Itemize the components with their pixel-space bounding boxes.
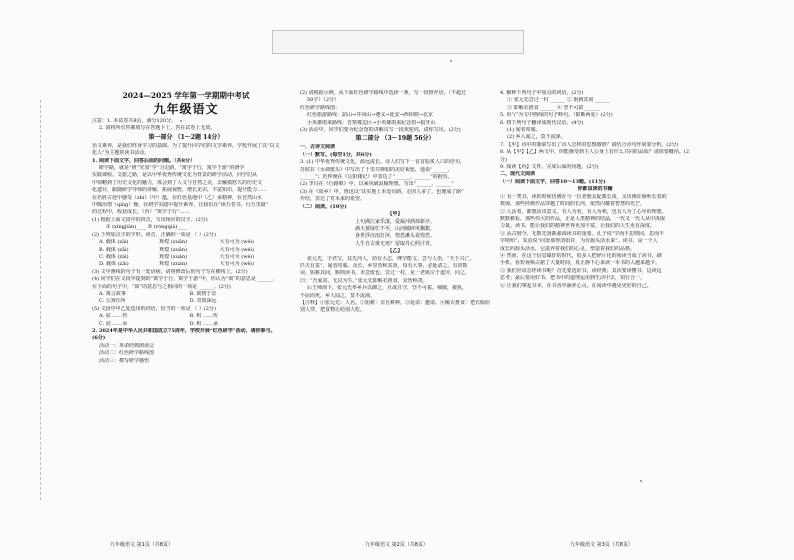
article-line: ③ 从古到今，无数先贤都强调读书的重要。孔子说“学而不思则罔，思而不: [500, 230, 665, 237]
subsection-heading: （二）阅读。(10分): [300, 203, 347, 210]
route-item: 小英雄雨来路线：晋察冀边区→小英雄雨来纪念馆→狼牙山: [307, 119, 436, 126]
option-text: 辉煌 (xuān): [159, 239, 188, 246]
text-label: 【甲】: [387, 211, 403, 218]
article-line: ② 人活着，都想活出意义，有人为名，有人为利，也有人为了心中的理想，: [500, 208, 667, 215]
prose-line: 后王师南下，张元先率乡兵以御之，且战且守，坚不可拔。城破，被执，: [307, 285, 468, 292]
option-text: B. 载体 (zǎi): [99, 246, 129, 253]
subsection-heading: （一）默写。(每空1分，共6分): [300, 151, 372, 158]
exam-note: 注意：1. 本试卷共8页，满分120分。: [92, 118, 177, 124]
activity-item: 活动一：革命经典朗读会: [99, 342, 155, 349]
prose-line: 张元先，字君宝，其先河人，幼有大志，博学能文。尝与人语，“天下兴亡，: [307, 255, 475, 262]
question-line: (3) 在《故乡》中，鲁迅以“其实地上本没有路，走的人多了，也便成了路”: [300, 188, 464, 195]
question-line: 5. 用“/”为文中画线的句子断句。（限断两处）(2分): [500, 112, 613, 119]
option-text: 大有可为 (wéi): [219, 246, 254, 253]
prose-line: 曰：“吾家贫，无以为生。”张元先即解衣推食，众皆称善。: [300, 277, 428, 284]
option-row: [92, 239, 280, 246]
option-text: 辉煌 (xuān): [159, 246, 188, 253]
question-line: (2) 李白在《行路难》中，以乘风破浪喻理想，写出“______，______”: [300, 181, 454, 188]
option-text: B. 寓情于景: [189, 290, 217, 297]
option-text: A. 底 ……传: [99, 313, 128, 320]
option-text: D. 积 ……承: [189, 320, 219, 327]
subsection-heading: （一）阅读下面文字，回答10～13题。(11分): [500, 178, 606, 185]
part-heading: 第一部分 （1～2题 14分）: [148, 133, 224, 141]
sub-question: (1) 根据上面文段中的拼音，写出相应的汉字。(2分): [92, 216, 208, 223]
option-text: D. 寄寓深远: [189, 298, 217, 305]
question-heading: 1. 阅读下面文字，回答后面的问题。（共8分）: [92, 157, 195, 164]
sub-question: (5) 文段中甲乙处选用的词语，恰当的一项是 （ ）(2分): [92, 305, 216, 312]
poem-line: 满天黄绿忙不至，山河破碎风飘絮，: [354, 225, 435, 232]
option-text: C. 公寓住所: [99, 298, 126, 305]
sub-question: (4) 同学们在文段中提到的“寓学于行，寓学于游”中，你认为“寓”的意思是 ______，: [92, 276, 278, 283]
prose-line: 匹夫有责”，闻者叹服。及长，乡里皆称其贤，每有大事，必延请之。有田数: [300, 262, 468, 269]
sub-question: (2) 请根据示例，从下面红色研学路线中选择一条，写一段推荐语。（不超过: [300, 90, 467, 96]
article-line: 力量。读书，能让我们的精神世界更加丰富，让我们的人生更有深度。: [500, 223, 656, 230]
passage-line: 中陶冶情（qíng）操，在研学实践中提升素养，让我们在“读万卷书，行万里路”: [92, 202, 269, 209]
question-line: (2) 乡人闻之，莫不流涕。: [507, 134, 566, 141]
passage-line: 中领略到了历史文化的魅力，体会到了人文与自然之美，去触摸悠久的历史文: [92, 179, 263, 186]
question-line: 9. 阅读【丙】文件，完成后面的问题。(2分): [500, 164, 599, 171]
question-line: 作结，表达了对未来的希望。: [300, 196, 366, 203]
article-line: 思考；最后要用好书，把书中的道理运用到生活中去，知行合一。: [500, 275, 646, 282]
option-row: [92, 298, 280, 305]
option-text: A. 载体 (zài): [99, 239, 129, 246]
poem-line: 上句满江家乐落，爱凝冲酒抹新亭。: [354, 218, 435, 225]
activity-intro: 语文素养，是我们终身学习的基础。为了提升同学们的文学素养，学校开展了以“以文化人”为主题的读书活动。: [92, 142, 280, 157]
option-row: [92, 261, 280, 268]
question-line: 8. 从【甲】【乙】两文中，你能感受到主人公身上有什么共同的品质？请简要概括。(2分): [500, 149, 689, 163]
poem-line: 身世浮沉雨打萍，惶恐滩头说惶恐。: [354, 233, 435, 240]
column-page-2: [300, 90, 490, 545]
question-heading: 2. 2024年是中华人民共和国成立75周年，学校开展“红色研学”活动，请你参与。(6分): [92, 327, 276, 342]
option-text: A. 寓言故事: [99, 290, 126, 297]
column-page-3: [500, 90, 690, 545]
article-line: ④ 然而，在这个信息爆炸的时代，很多人把碎片化的阅读当成了读书，刷: [500, 252, 662, 259]
section-heading: 二、现代文阅读: [500, 171, 536, 178]
option-text: 大有可为 (wèi): [219, 261, 254, 268]
article-line: 手机、看短视频占据了大量时间，真正静下心来读一本书的人越来越少。: [500, 260, 661, 267]
activity-item: 活动三：撰写研学感悟: [99, 357, 150, 364]
prose-line: 亩，躬耕其间，暇则读书，未尝废也。尝过一村，见一老妪泣于道旁，问之，: [300, 270, 471, 277]
column-page-1: [92, 90, 280, 545]
question-line: 4. 解释下列句子中加点的词语。(2分): [500, 90, 584, 96]
annotation-notes: 【注释】①张元先：人名。②躬耕：亲自耕种。③延请：邀请。④解衣推食：把衣服给别人穿，把食物让给别人吃。: [300, 299, 490, 314]
passage-line: 的过程中，收获成长。（丙）“寓学于行”……: [92, 209, 190, 216]
scan-speck: [450, 60, 452, 62]
answer-blanks: ③ 即解衣推食 ______ ④ 坚不可拔 ______: [507, 104, 600, 111]
sub-question: 50字）（2分）: [307, 97, 340, 104]
answer-blanks: ① (xíngjiàn)____ ② (róngqià)____: [106, 224, 188, 231]
question-line: 6. 将下列句子翻译成现代汉语。(4分): [500, 119, 584, 126]
option-text: 辉煌 (xuán): [159, 253, 188, 260]
route-item: 红色旅游路线：韶山→井冈山→遵义→延安→西柏坡→北京: [307, 112, 433, 119]
sub-question: 在下面的句子中，“寓”的意思与之相同的一项是 ______。(2分): [92, 283, 231, 290]
article-line: ⑥ 让我们拿起书本，在书香中涵养心灵，在阅读中遇见更好的自己。: [500, 282, 652, 289]
passage-line: 研学路，就是“研”究加“学”习走路，“寓学于行，寓学于游”的研学: [99, 165, 245, 172]
article-line: 学则殆”，朱熹说“问渠那得清如许，为有源头活水来”。读书，是一个人: [500, 238, 658, 245]
option-row: [92, 321, 280, 328]
article-line: 成长的源头活水，它滋养着我们的心灵，塑造着我们的品格。: [500, 245, 636, 252]
question-line: 3. (1) 中华优秀传统文化，源远流长。诗人们写下一首首脍炙人口的佳句，: [300, 159, 466, 166]
article-line: 默默耕耘。那些伟大的作品，正是人类精神的结晶，一代又一代人从中汲取: [500, 215, 666, 222]
option-row: [92, 313, 280, 320]
text-label: 【乙】: [387, 248, 403, 255]
option-text: 大有可为 (wèi): [219, 253, 254, 260]
sub-question: (2) 下列加点字的字形、读音，正确的一项是 （ ）(2分): [92, 231, 216, 238]
page-footer: 九年级语文 第3页（共8页）: [570, 542, 633, 548]
option-text: 辉煌 (xuán): [159, 261, 188, 268]
article-line: ⑤ 我们应该怎样读书呢？首先要选好书，读经典；其次要读懂书，边读边: [500, 267, 662, 274]
article-title: 你都该读的书籍: [577, 186, 613, 193]
exam-year-title: 2024—2025 学年第一学期期中考试: [122, 91, 250, 100]
option-text: D. 载体 (zǎi): [99, 261, 129, 268]
prose-line: 不屈而死。乡人闻之，莫不流涕。: [300, 292, 376, 299]
question-line: 苏轼在《水调歌头》中写出了千里共婵娟的美好祝愿，他说“______，: [300, 166, 453, 173]
option-text: 大有可为 (wéi): [219, 239, 254, 246]
passage-line: 在名胜古迹中感受（zhì）（甲）蕴，在红色基地中（乙）承精神，在自然山水: [92, 194, 262, 201]
binding-line: [40, 100, 42, 500]
option-text: C. 载体 (zài): [99, 253, 129, 260]
section-heading: 一、古诗文阅读: [300, 144, 336, 151]
article-line: ① 有一类书，读的时候仿佛在与一位老朋友促膝长谈，又仿佛在倾听长者的: [500, 193, 667, 200]
route-heading: 红色研学路线图：: [300, 104, 341, 111]
exam-subject-title: 九年级语文: [153, 102, 219, 116]
exam-note: 2. 请将所有答案填写在答题卡上，答在试卷上无效。: [99, 125, 216, 132]
question-line: (1) 闻者叹服。: [507, 127, 541, 134]
question-line: 7. 【甲】诗中的颔联写出了诗人怎样的思想感情？请结合诗句作简要分析。(2分): [500, 141, 679, 148]
part-heading: 第二部分 （3～19题 56分）: [355, 135, 435, 143]
option-text: B. 积 ……传: [189, 313, 218, 320]
option-row: [92, 254, 280, 261]
question-line: ______”；范仲淹在《岳阳楼记》中表达了“______，______”的抱负。: [300, 174, 453, 181]
sub-question: (3) 文中画线的句子有一处语病，请将修改后的句子写在横线上。(2分): [92, 268, 248, 275]
poem-line: 人生自古谁无死？留取丹心照汗青。: [354, 240, 435, 247]
sub-question: (3) 活动中，同学们要为纪念馆的讲解员写一段欢迎词，请你写出。(2分): [300, 127, 461, 134]
article-line: 教诲，那些经典作品穿越了时间的长河，依然闪耀着智慧的光芒。: [500, 201, 646, 208]
passage-line: 实践课程。文旅之路，是以中华优秀传统文化为背景的研学活动，同学们从: [92, 172, 258, 179]
option-row: [92, 291, 280, 298]
passage-line: 化遗存，跟随研学导师的讲解，拓展视野，增长见识，丰富知识，提升能力……: [92, 187, 268, 194]
answer-blanks: ① 张元先尝过一村 ______ ② 躬耕其间 ______: [507, 97, 610, 104]
top-stamp: [272, 30, 524, 54]
page-footer: 九年级语文 第1页（共8页）: [110, 542, 173, 548]
option-row: [92, 247, 280, 254]
option-text: C. 底 ……承: [99, 320, 128, 327]
page-footer: 九年级语文 第2页（共8页）: [365, 542, 428, 548]
activity-item: 活动二：红色研学路线图: [99, 350, 155, 357]
